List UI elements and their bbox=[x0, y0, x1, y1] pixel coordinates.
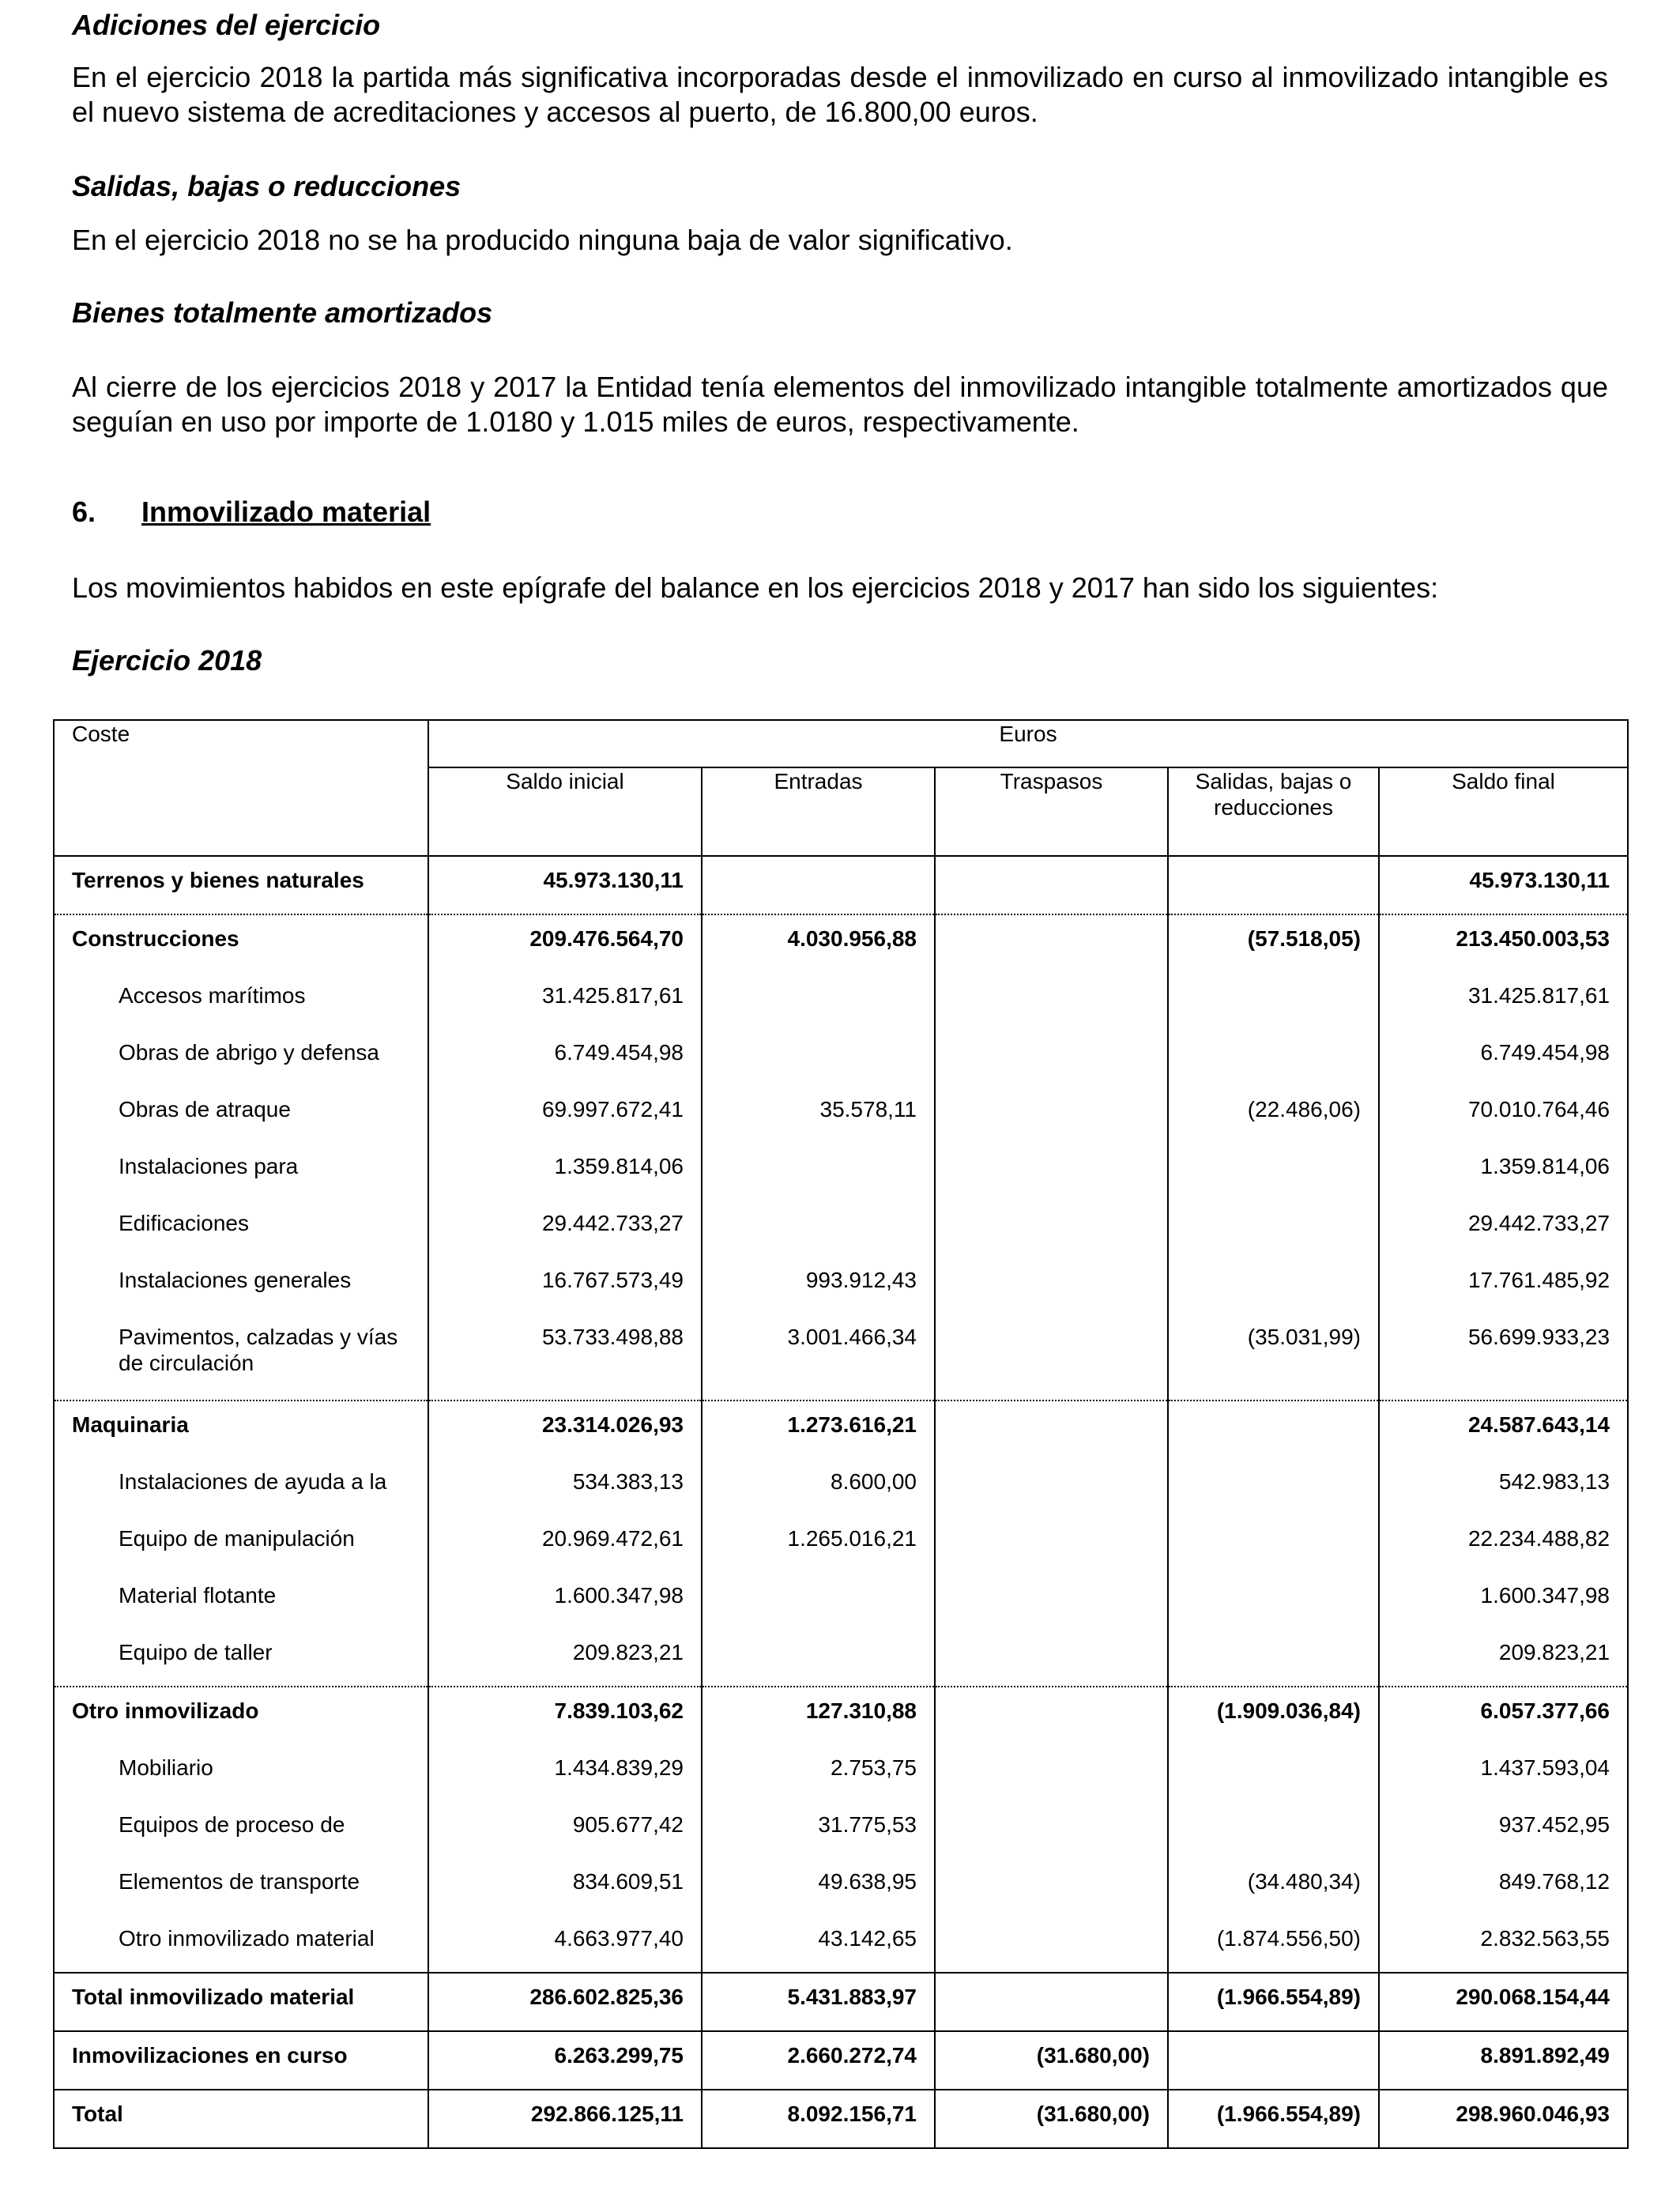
header-euros: Euros bbox=[428, 720, 1628, 767]
movements-paragraph: Los movimientos habidos en este epígrafe del balance en los ejercicios 2018 y 2017 han sido los siguientes: bbox=[72, 571, 1439, 604]
header-entradas: Entradas bbox=[702, 767, 935, 856]
amortized-paragraph: Al cierre de los ejercicios 2018 y 2017 la Entidad tenía elementos del inmovilizado intangible totalmente amortizados que seguían en uso por importe de 1.0180 y 1.015 miles de euros, respectivamente. bbox=[72, 371, 1608, 438]
table-row: Equipos de proceso de 905.677,42 31.775,53 937.452,95 bbox=[54, 1801, 1628, 1858]
table-row: Inmovilizaciones en curso 6.263.299,75 2.660.272,74 (31.680,00) 8.891.892,49 bbox=[54, 2031, 1628, 2090]
table-row: Otro inmovilizado 7.839.103,62 127.310,88 (1.909.036,84) 6.057.377,66 bbox=[54, 1687, 1628, 1744]
table-row: Total inmovilizado material 286.602.825,36 5.431.883,97 (1.966.554,89) 290.068.154,44 bbox=[54, 1973, 1628, 2031]
table-row: Pavimentos, calzadas y vías de circulación 53.733.498,88 3.001.466,34 (35.031,99) 56.699.933,23 bbox=[54, 1314, 1628, 1400]
section-title-text: Inmovilizado material bbox=[141, 496, 431, 528]
additions-heading: Adiciones del ejercicio bbox=[72, 9, 381, 41]
exits-heading: Salidas, bajas o reducciones bbox=[72, 170, 461, 202]
table-row: Equipo de manipulación 20.969.472,61 1.265.016,21 22.234.488,82 bbox=[54, 1515, 1628, 1572]
table-row: Accesos marítimos 31.425.817,61 31.425.817,61 bbox=[54, 972, 1628, 1029]
header-traspasos: Traspasos bbox=[935, 767, 1168, 856]
table-row: Instalaciones de ayuda a la 534.383,13 8.600,00 542.983,13 bbox=[54, 1458, 1628, 1515]
amortized-heading: Bienes totalmente amortizados bbox=[72, 296, 493, 329]
header-saldo-final: Saldo final bbox=[1379, 767, 1628, 856]
fixed-assets-table bbox=[53, 719, 1629, 2149]
header-coste: Coste bbox=[54, 720, 428, 856]
table-row: Otro inmovilizado material 4.663.977,40 43.142,65 (1.874.556,50) 2.832.563,55 bbox=[54, 1915, 1628, 1973]
table-row: Total 292.866.125,11 8.092.156,71 (31.680,00) (1.966.554,89) 298.960.046,93 bbox=[54, 2090, 1628, 2148]
table-row: Construcciones 209.476.564,70 4.030.956,88 (57.518,05) 213.450.003,53 bbox=[54, 914, 1628, 972]
table-row: Material flotante 1.600.347,98 1.600.347,98 bbox=[54, 1572, 1628, 1629]
table-row: Instalaciones para 1.359.814,06 1.359.814,06 bbox=[54, 1143, 1628, 1200]
section-number: 6. bbox=[72, 496, 96, 528]
table-row: Equipo de taller 209.823,21 209.823,21 bbox=[54, 1629, 1628, 1687]
exits-paragraph: En el ejercicio 2018 no se ha producido ninguna baja de valor significativo. bbox=[72, 224, 1013, 256]
table-row: Edificaciones 29.442.733,27 29.442.733,27 bbox=[54, 1200, 1628, 1257]
table-row: Obras de abrigo y defensa 6.749.454,98 6.749.454,98 bbox=[54, 1029, 1628, 1086]
table-row: Elementos de transporte 834.609,51 49.638,95 (34.480,34) 849.768,12 bbox=[54, 1858, 1628, 1915]
section-title bbox=[72, 495, 431, 530]
table-row: Instalaciones generales 16.767.573,49 993.912,43 17.761.485,92 bbox=[54, 1257, 1628, 1314]
additions-paragraph: En el ejercicio 2018 la partida más significativa incorporadas desde el inmovilizado en curso al inmovilizado intangible es el nuevo sistema de acreditaciones y accesos al puerto, de 16.800,00 euros. bbox=[72, 61, 1608, 128]
table-row: Mobiliario 1.434.839,29 2.753,75 1.437.593,04 bbox=[54, 1744, 1628, 1801]
exercise-heading: Ejercicio 2018 bbox=[72, 644, 262, 677]
header-saldo-inicial: Saldo inicial bbox=[428, 767, 702, 856]
table-row: Terrenos y bienes naturales 45.973.130,11 45.973.130,11 bbox=[54, 856, 1628, 914]
table-row: Obras de atraque 69.997.672,41 35.578,11 (22.486,06) 70.010.764,46 bbox=[54, 1086, 1628, 1143]
table-row: Maquinaria 23.314.026,93 1.273.616,21 24.587.643,14 bbox=[54, 1400, 1628, 1458]
header-salidas: Salidas, bajas o reducciones bbox=[1168, 767, 1379, 856]
